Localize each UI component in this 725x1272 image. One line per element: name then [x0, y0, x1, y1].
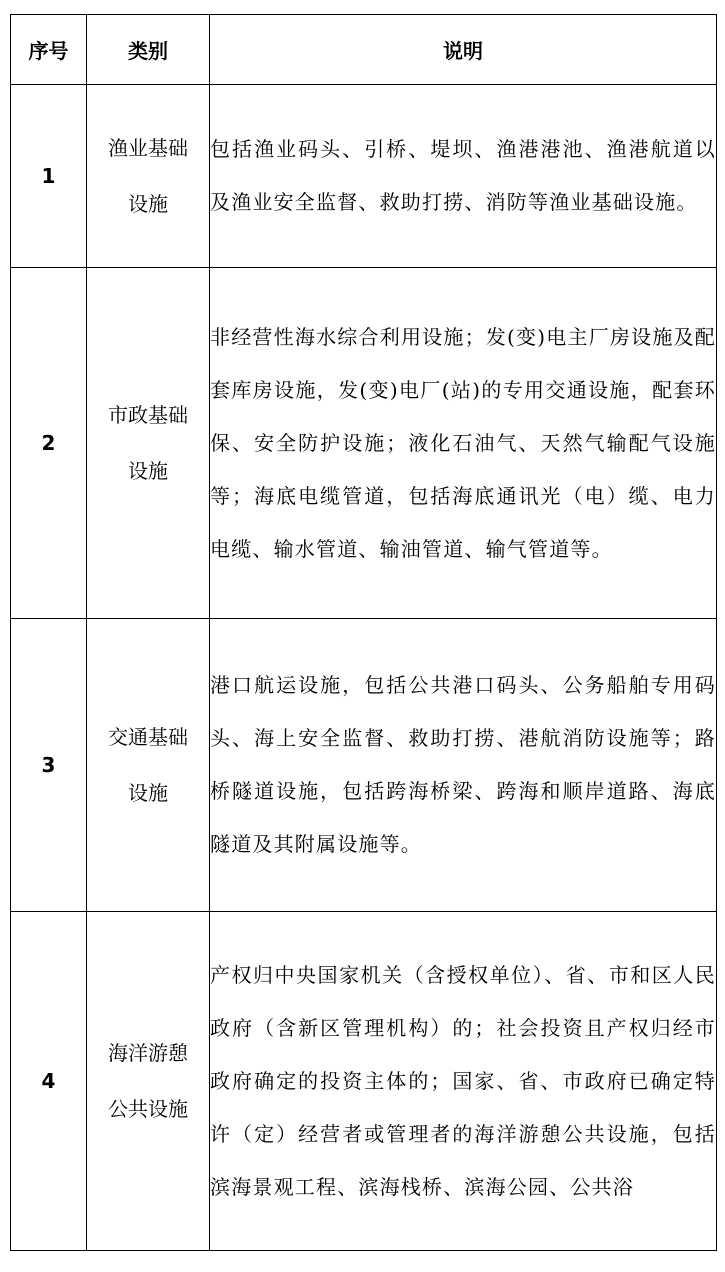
table-row — [11, 912, 717, 1251]
table-row — [11, 619, 717, 912]
row-description: 产权归中央国家机关（含授权单位）、省、市和区人民政府（含新区管理机构）的；社会投资且产权归经市政府确定的投资主体的；国家、省、市政府已确定特许（定）经营者或管理者的海洋游憩公共设施，包括滨海景观工程、滨海栈桥、滨海公园、公共浴 — [210, 912, 717, 1251]
row-num: 4 — [11, 912, 87, 1251]
table-row — [11, 85, 717, 268]
table-header-row — [11, 15, 717, 85]
category-line: 市政基础 — [108, 403, 188, 427]
table-row — [11, 268, 717, 619]
header-category: 类别 — [87, 15, 210, 85]
row-category — [87, 619, 210, 912]
category-line: 公共设施 — [108, 1097, 188, 1121]
row-category — [87, 85, 210, 268]
category-line: 渔业基础 — [108, 136, 188, 160]
category-line: 设施 — [128, 192, 168, 216]
category-line: 设施 — [128, 459, 168, 483]
facility-table — [10, 14, 717, 1251]
row-num: 1 — [11, 85, 87, 268]
category-line: 海洋游憩 — [108, 1041, 188, 1065]
category-line: 设施 — [128, 781, 168, 805]
category-line: 交通基础 — [108, 725, 188, 749]
row-description: 非经营性海水综合利用设施；发(变)电主厂房设施及配套库房设施，发(变)电厂(站)的专用交通设施，配套环保、安全防护设施；液化石油气、天然气输配气设施等；海底电缆管道，包括海底通讯光（电）缆、电力电缆、输水管道、输油管道、输气管道等。 — [210, 268, 717, 619]
row-category — [87, 912, 210, 1251]
row-num: 3 — [11, 619, 87, 912]
header-description: 说明 — [210, 15, 717, 85]
row-description: 港口航运设施，包括公共港口码头、公务船舶专用码头、海上安全监督、救助打捞、港航消防设施等；路桥隧道设施，包括跨海桥梁、跨海和顺岸道路、海底隧道及其附属设施等。 — [210, 619, 717, 912]
row-description: 包括渔业码头、引桥、堤坝、渔港港池、渔港航道以及渔业安全监督、救助打捞、消防等渔业基础设施。 — [210, 85, 717, 268]
header-num: 序号 — [11, 15, 87, 85]
row-category — [87, 268, 210, 619]
row-num: 2 — [11, 268, 87, 619]
